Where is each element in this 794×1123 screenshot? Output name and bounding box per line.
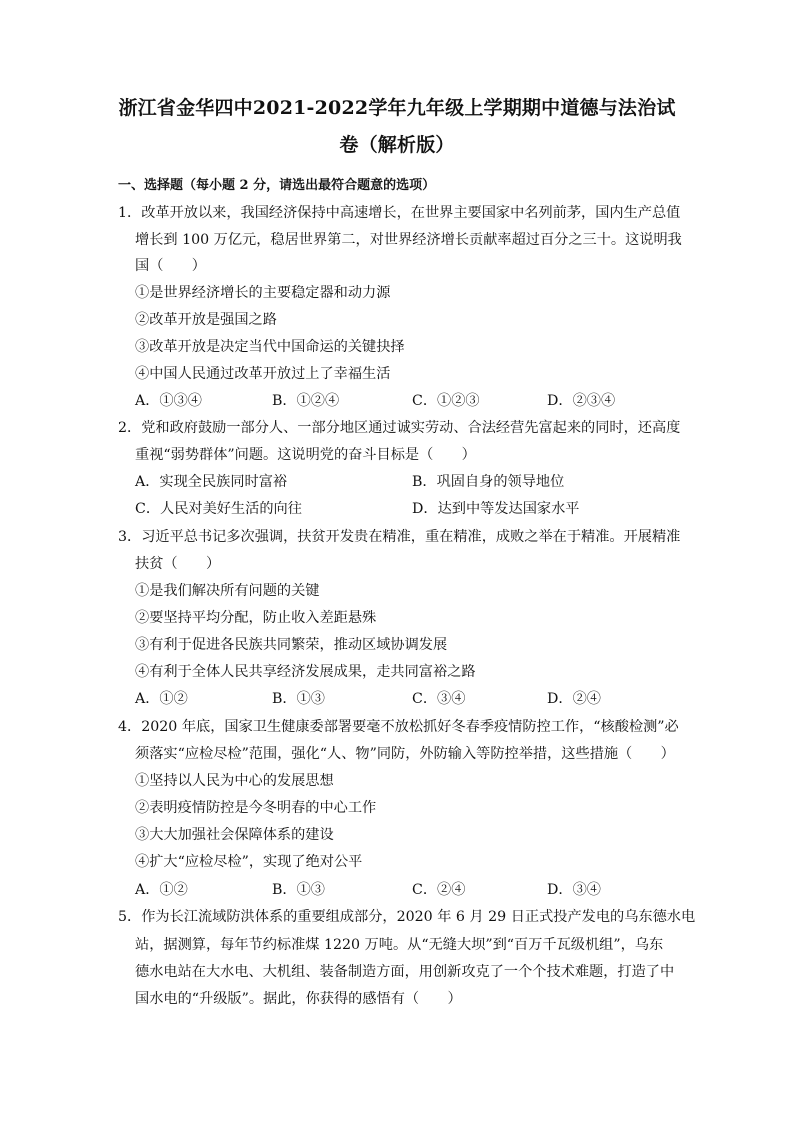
q3-option-c[interactable]: C．③④ — [412, 691, 466, 707]
q5-stem-line-1: 5．作为长江流域防洪体系的重要组成部分，2020 年 6 月 29 日正式投产发电的乌东德水电 — [118, 909, 696, 925]
q1-item-3: ③改革开放是决定当代中国命运的关键抉择 — [135, 339, 405, 355]
q3-option-b[interactable]: B．①③ — [272, 691, 325, 707]
q2-option-c[interactable]: C．人民对美好生活的向往 — [135, 501, 302, 517]
q1-item-2: ②改革开放是强国之路 — [135, 312, 277, 328]
q1-stem-line-3: 国（ ） — [135, 258, 206, 274]
q3-item-4: ④有利于全体人民共享经济发展成果，走共同富裕之路 — [135, 664, 476, 680]
q4-stem-line-1: 4．2020 年底，国家卫生健康委部署要毫不放松抓好冬春季疫情防控工作，“核酸检测”必 — [118, 719, 679, 735]
q4-option-d[interactable]: D．③④ — [547, 882, 601, 898]
q4-item-2: ②表明疫情防控是今冬明春的中心工作 — [135, 800, 377, 816]
q1-option-b[interactable]: B．①②④ — [272, 393, 340, 409]
q2-option-b[interactable]: B．巩固自身的领导地位 — [412, 474, 565, 490]
section-heading: 一、选择题（每小题 2 分，请选出最符合题意的选项） — [118, 178, 436, 193]
q4-option-a[interactable]: A．①② — [135, 882, 188, 898]
q3-option-a[interactable]: A．①② — [135, 691, 188, 707]
q5-stem-line-3: 德水电站在大水电、大机组、装备制造方面，用创新攻克了一个个技术难题，打造了中 — [135, 964, 675, 980]
q1-stem-line-1: 1．改革开放以来，我国经济保持中高速增长，在世界主要国家中名列前茅，国内生产总值 — [118, 205, 681, 221]
q1-item-1: ①是世界经济增长的主要稳定器和动力源 — [135, 285, 391, 301]
q3-stem-line-1: 3．习近平总书记多次强调，扶贫开发贵在精准，重在精准，成败之举在于精准。开展精准 — [118, 529, 681, 545]
q4-item-3: ③大大加强社会保障体系的建设 — [135, 827, 334, 843]
exam-title-line-2: 卷（解析版） — [339, 134, 455, 156]
q5-stem-line-2: 站，据测算，每年节约标准煤 1220 万吨。从“无缝大坝”到“百万千瓦级机组”，乌东 — [135, 937, 664, 953]
q3-stem-line-2: 扶贫（ ） — [135, 556, 221, 572]
q4-item-4: ④扩大“应检尽检”，实现了绝对公平 — [135, 854, 363, 870]
q1-option-d[interactable]: D．②③④ — [547, 393, 616, 409]
q2-stem-line-2: 重视“弱势群体”问题。这说明党的奋斗目标是（ ） — [135, 447, 476, 463]
q1-stem-line-2: 增长到 100 万亿元，稳居世界第二，对世界经济增长贡献率超过百分之三十。这说明我 — [135, 232, 682, 248]
q4-option-b[interactable]: B．①③ — [272, 882, 325, 898]
q3-item-2: ②要坚持平均分配，防止收入差距悬殊 — [135, 610, 377, 626]
q2-option-a[interactable]: A．实现全民族同时富裕 — [135, 474, 288, 490]
q4-stem-line-2: 须落实“应检尽检”范围，强化“人、物”同防，外防输入等防控举措，这些措施（ ） — [135, 746, 675, 762]
q1-option-c[interactable]: C．①②③ — [412, 393, 480, 409]
q4-item-1: ①坚持以人民为中心的发展思想 — [135, 773, 334, 789]
q3-item-1: ①是我们解决所有问题的关键 — [135, 583, 320, 599]
q5-stem-line-4: 国水电的“升级版”。据此，你获得的感悟有（ ） — [135, 991, 462, 1007]
q1-item-4: ④中国人民通过改革开放过上了幸福生活 — [135, 366, 391, 382]
q2-stem-line-1: 2．党和政府鼓励一部分人、一部分地区通过诚实劳动、合法经营先富起来的同时，还高度 — [118, 420, 681, 436]
q3-option-d[interactable]: D．②④ — [547, 691, 601, 707]
q2-option-d[interactable]: D．达到中等发达国家水平 — [412, 501, 580, 517]
q1-option-a[interactable]: A．①③④ — [135, 393, 202, 409]
exam-title-line-1: 浙江省金华四中2021-2022学年九年级上学期期中道德与法治试 — [118, 97, 676, 119]
q4-option-c[interactable]: C．②④ — [412, 882, 466, 898]
q3-item-3: ③有利于促进各民族共同繁荣，推动区域协调发展 — [135, 637, 448, 653]
